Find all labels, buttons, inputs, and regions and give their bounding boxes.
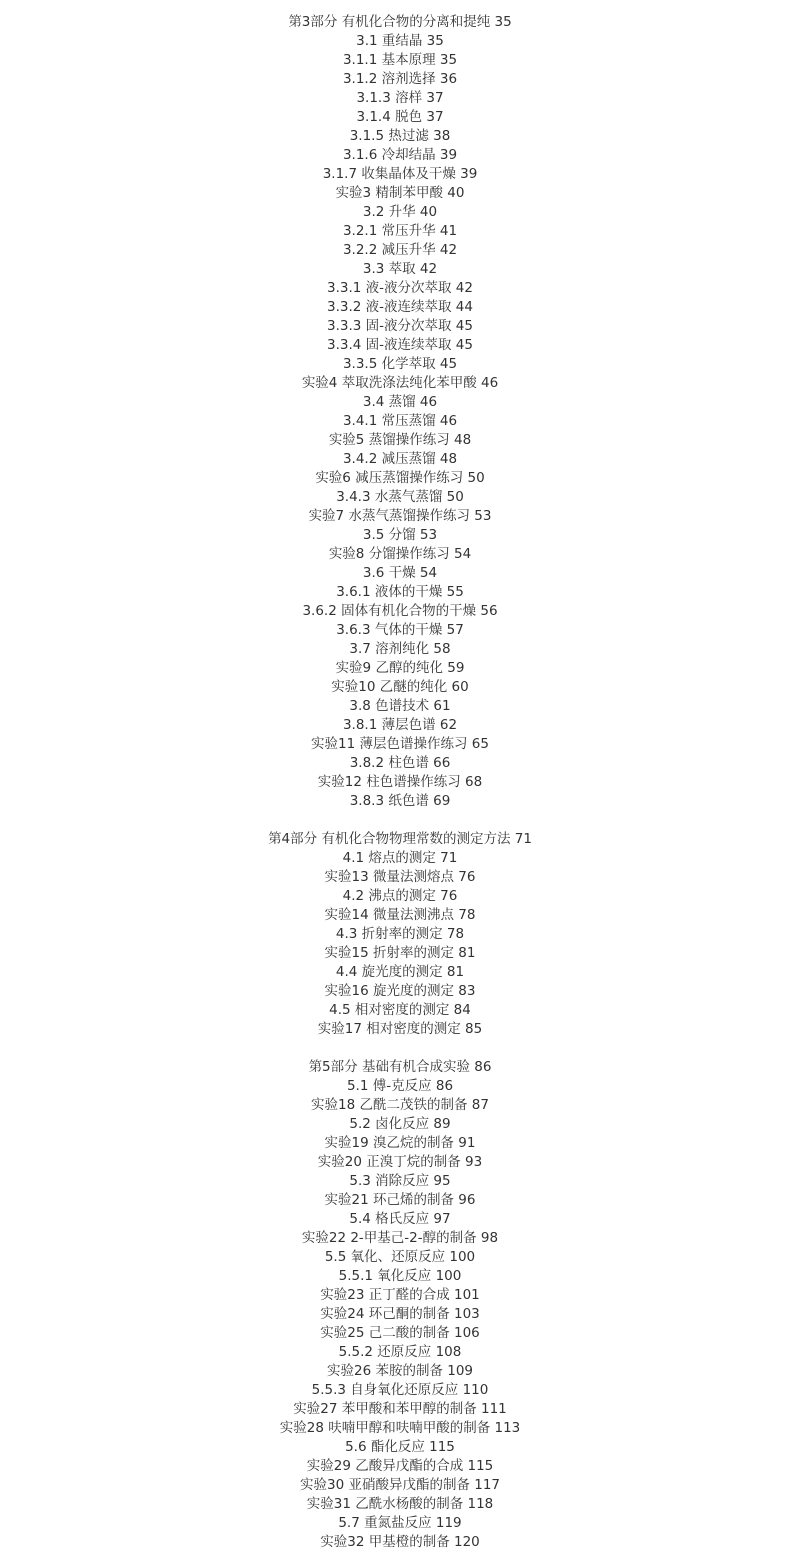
toc-entry: 3.3.3 固-液分次萃取 45 xyxy=(327,318,473,334)
toc-entry: 实验31 乙酰水杨酸的制备 118 xyxy=(306,1496,494,1512)
toc-entry: 3.3.5 化学萃取 45 xyxy=(342,356,458,372)
toc-entry: 3.5 分馏 53 xyxy=(362,527,438,543)
toc-entry: 3.6 干燥 54 xyxy=(362,565,438,581)
toc-entry: 4.1 熔点的测定 71 xyxy=(342,850,458,866)
toc-entry: 4.3 折射率的测定 78 xyxy=(335,926,465,942)
toc-entry: 5.1 傅-克反应 86 xyxy=(346,1078,454,1094)
toc-entry: 5.4 格氏反应 97 xyxy=(349,1211,451,1227)
toc-entry: 3.1.4 脱色 37 xyxy=(356,109,444,125)
toc-entry: 实验3 精制苯甲酸 40 xyxy=(335,185,465,201)
toc-entry: 3.8.1 薄层色谱 62 xyxy=(342,717,458,733)
toc-section xyxy=(0,1058,800,1552)
toc-entry: 3.1 重结晶 35 xyxy=(356,33,444,49)
toc-entry: 4.4 旋光度的测定 81 xyxy=(335,964,465,980)
toc-entry: 3.8 色谱技术 61 xyxy=(349,698,451,714)
toc-entry: 3.2.1 常压升华 41 xyxy=(342,223,458,239)
toc-entry: 实验21 环己烯的制备 96 xyxy=(324,1192,476,1208)
toc-entry: 实验32 甲基橙的制备 120 xyxy=(320,1534,480,1550)
toc-entry: 5.5 氧化、还原反应 100 xyxy=(324,1249,476,1265)
toc-entry: 实验26 苯胺的制备 109 xyxy=(326,1363,474,1379)
toc-entry: 实验16 旋光度的测定 83 xyxy=(324,983,476,999)
toc-entry: 实验15 折射率的测定 81 xyxy=(324,945,476,961)
toc-entry: 3.2 升华 40 xyxy=(362,204,438,220)
toc-entry: 实验14 微量法测沸点 78 xyxy=(324,907,476,923)
toc-entry: 3.6.3 气体的干燥 57 xyxy=(336,622,464,638)
toc-entry: 4.5 相对密度的测定 84 xyxy=(329,1002,471,1018)
toc-entry: 3.4.1 常压蒸馏 46 xyxy=(342,413,458,429)
section-spacer xyxy=(0,811,800,830)
toc-entry: 实验10 乙醚的纯化 60 xyxy=(331,679,469,695)
toc-entry: 5.3 消除反应 95 xyxy=(349,1173,451,1189)
toc-entry: 实验7 水蒸气蒸馏操作练习 53 xyxy=(308,508,492,524)
toc-entry: 3.4.3 水蒸气蒸馏 50 xyxy=(336,489,464,505)
toc-entry: 实验22 2-甲基己-2-醇的制备 98 xyxy=(301,1230,499,1246)
toc-entry: 实验30 亚硝酸异戊酯的制备 117 xyxy=(299,1477,501,1493)
toc-entry: 实验19 溴乙烷的制备 91 xyxy=(324,1135,476,1151)
toc-entry: 5.7 重氮盐反应 119 xyxy=(338,1515,462,1531)
toc-entry: 3.4 蒸馏 46 xyxy=(362,394,438,410)
toc-entry: 3.3.4 固-液连续萃取 45 xyxy=(327,337,473,353)
table-of-contents xyxy=(0,13,800,1552)
toc-entry: 实验24 环己酮的制备 103 xyxy=(320,1306,480,1322)
toc-entry: 5.5.2 还原反应 108 xyxy=(338,1344,462,1360)
toc-entry: 实验9 乙醇的纯化 59 xyxy=(335,660,465,676)
toc-entry: 3.1.6 冷却结晶 39 xyxy=(342,147,458,163)
toc-section xyxy=(0,830,800,1039)
part-heading: 第4部分 有机化合物物理常数的测定方法 71 xyxy=(268,831,532,847)
toc-entry: 3.1.5 热过滤 38 xyxy=(349,128,451,144)
toc-entry: 实验27 苯甲酸和苯甲醇的制备 111 xyxy=(293,1401,507,1417)
toc-entry: 5.2 卤化反应 89 xyxy=(349,1116,451,1132)
toc-entry: 实验8 分馏操作练习 54 xyxy=(328,546,472,562)
section-spacer xyxy=(0,1039,800,1058)
toc-entry: 实验25 己二酸的制备 106 xyxy=(320,1325,480,1341)
toc-entry: 实验18 乙酰二茂铁的制备 87 xyxy=(311,1097,489,1113)
toc-section xyxy=(0,13,800,811)
part-heading: 第5部分 基础有机合成实验 86 xyxy=(308,1059,492,1075)
toc-entry: 5.5.1 氧化反应 100 xyxy=(338,1268,462,1284)
toc-entry: 实验29 乙酸异戊酯的合成 115 xyxy=(306,1458,494,1474)
part-heading: 第3部分 有机化合物的分离和提纯 35 xyxy=(288,14,512,30)
toc-entry: 3.1.3 溶样 37 xyxy=(356,90,444,106)
toc-entry: 3.1.2 溶剂选择 36 xyxy=(342,71,458,87)
toc-entry: 3.1.7 收集晶体及干燥 39 xyxy=(322,166,478,182)
toc-entry: 3.7 溶剂纯化 58 xyxy=(349,641,451,657)
toc-entry: 3.8.3 纸色谱 69 xyxy=(349,793,451,809)
toc-entry: 3.4.2 减压蒸馏 48 xyxy=(342,451,458,467)
toc-entry: 5.5.3 自身氧化还原反应 110 xyxy=(311,1382,489,1398)
toc-entry: 3.8.2 柱色谱 66 xyxy=(349,755,451,771)
toc-entry: 4.2 沸点的测定 76 xyxy=(342,888,458,904)
toc-entry: 实验12 柱色谱操作练习 68 xyxy=(317,774,483,790)
toc-entry: 3.6.2 固体有机化合物的干燥 56 xyxy=(302,603,498,619)
toc-entry: 3.3.2 液-液连续萃取 44 xyxy=(327,299,473,315)
toc-entry: 实验11 薄层色谱操作练习 65 xyxy=(311,736,489,752)
toc-entry: 实验20 正溴丁烷的制备 93 xyxy=(317,1154,483,1170)
toc-entry: 3.3.1 液-液分次萃取 42 xyxy=(327,280,473,296)
toc-entry: 实验23 正丁醛的合成 101 xyxy=(320,1287,480,1303)
toc-entry: 5.6 酯化反应 115 xyxy=(345,1439,455,1455)
toc-entry: 实验6 减压蒸馏操作练习 50 xyxy=(315,470,485,486)
toc-entry: 3.1.1 基本原理 35 xyxy=(342,52,458,68)
toc-entry: 实验17 相对密度的测定 85 xyxy=(317,1021,483,1037)
toc-entry: 实验13 微量法测熔点 76 xyxy=(324,869,476,885)
toc-entry: 3.6.1 液体的干燥 55 xyxy=(336,584,464,600)
toc-entry: 3.3 萃取 42 xyxy=(362,261,438,277)
toc-entry: 实验4 萃取洗涤法纯化苯甲酸 46 xyxy=(301,375,499,391)
toc-entry: 3.2.2 减压升华 42 xyxy=(342,242,458,258)
toc-entry: 实验28 呋喃甲醇和呋喃甲酸的制备 113 xyxy=(279,1420,521,1436)
toc-entry: 实验5 蒸馏操作练习 48 xyxy=(328,432,472,448)
